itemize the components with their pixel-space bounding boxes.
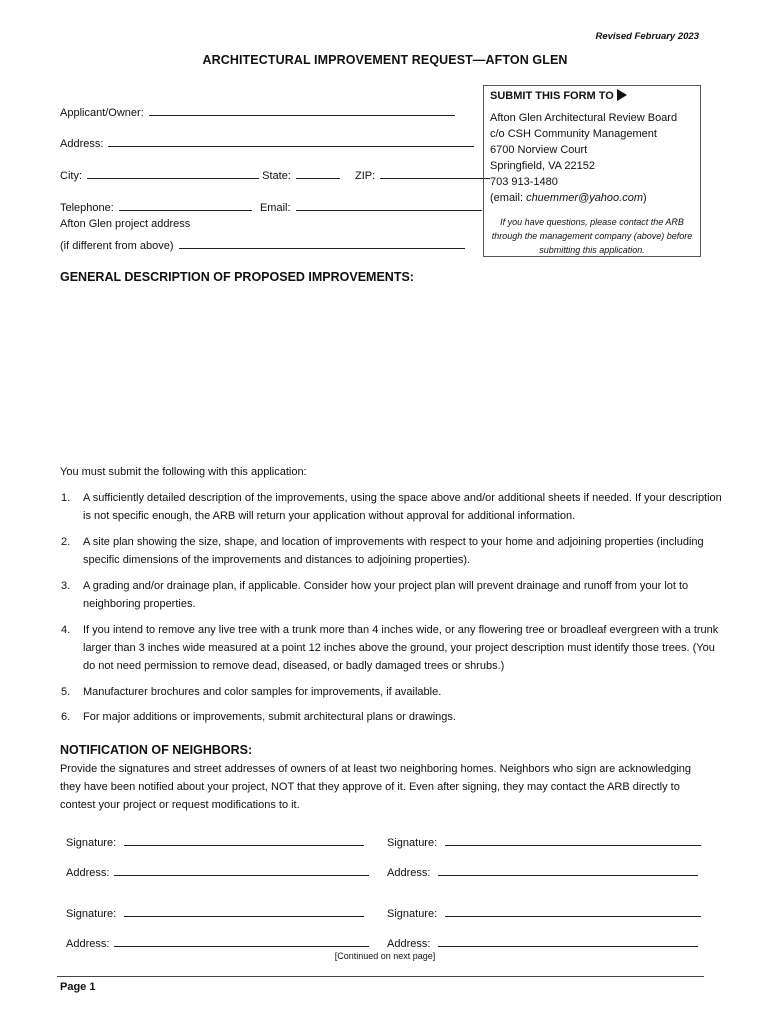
list-item xyxy=(61,577,723,613)
neighbor3-address-field[interactable] xyxy=(114,935,369,947)
address-label: Address: xyxy=(66,867,110,879)
arb-email[interactable]: chuemmer@yahoo.com xyxy=(526,192,643,204)
state-field[interactable] xyxy=(296,167,340,179)
neighbors-heading: NOTIFICATION OF NEIGHBORS: xyxy=(60,743,253,757)
arb-phone: 703 913-1480 xyxy=(490,176,558,188)
email-field[interactable] xyxy=(296,199,482,211)
telephone-label: Telephone: xyxy=(60,202,114,214)
list-number: 3. xyxy=(61,580,71,592)
if-different-label: (if different from above) xyxy=(60,240,174,252)
list-number: 1. xyxy=(61,492,71,504)
list-text: If you intend to remove any live tree with a trunk more than 4 inches wide, or any flowering tree or broadleaf evergreen with a trunk larger than 3 inches wide measured at a point 12 inches above the ground, your project description must identify those trees. (You do not need permission to remove dead, diseased, or badly damaged trees or shrubs.) xyxy=(83,624,719,672)
submit-heading xyxy=(490,89,694,102)
city-field[interactable] xyxy=(87,167,259,179)
neighbor1-address-row xyxy=(66,864,369,879)
email-label: Email: xyxy=(259,202,291,214)
project-address-row xyxy=(60,237,465,252)
list-item xyxy=(61,708,723,726)
list-item xyxy=(61,489,723,525)
arb-email-prefix: (email: xyxy=(490,192,527,204)
arb-email-suffix: ) xyxy=(643,192,647,204)
form-title: ARCHITECTURAL IMPROVEMENT REQUEST—AFTON GLEN xyxy=(202,53,568,67)
list-text: A sufficiently detailed description of the improvements, using the space above and/or additional sheets if needed. If your description is not specific enough, the ARB will return your application without approval for additional information. xyxy=(83,492,722,522)
list-text: A grading and/or drainage plan, if applicable. Consider how your project plan will prevent drainage and runoff from your lot to neighboring properties. xyxy=(83,580,689,610)
arrow-right-icon xyxy=(617,89,627,101)
city-label: City: xyxy=(60,170,82,182)
requirements-intro: You must submit the following with this application: xyxy=(60,466,307,478)
neighbor4-address-field[interactable] xyxy=(438,935,698,947)
neighbor1-address-field[interactable] xyxy=(114,864,369,876)
signature-label: Signature: xyxy=(66,908,117,920)
signature-label: Signature: xyxy=(387,908,438,920)
applicant-owner-field[interactable] xyxy=(149,104,455,116)
list-number: 6. xyxy=(61,711,71,723)
list-number: 5. xyxy=(61,686,71,698)
city-state-zip-row xyxy=(60,167,490,182)
arb-city: Springfield, VA 22152 xyxy=(490,160,595,172)
list-text: Manufacturer brochures and color samples for improvements, if available. xyxy=(83,686,442,698)
neighbor2-signature-field[interactable] xyxy=(445,834,701,846)
submit-info-box xyxy=(483,85,701,257)
list-text: A site plan showing the size, shape, and location of improvements with respect to your home and adjoining properties (including specific dimensions of the improvements and distances to adjoining properties). xyxy=(83,536,704,566)
list-item xyxy=(61,621,723,675)
address-field[interactable] xyxy=(108,135,474,147)
address-label: Address: xyxy=(387,867,431,879)
signature-label: Signature: xyxy=(387,837,438,849)
questions-note: If you have questions, please contact the ARB through the management company (above) before submitting this application. xyxy=(491,217,693,255)
arb-email-line xyxy=(490,190,694,206)
neighbor3-address-row xyxy=(66,935,369,950)
neighbor2-address-field[interactable] xyxy=(438,864,698,876)
footer-divider xyxy=(57,976,704,977)
submit-heading-text: SUBMIT THIS FORM TO xyxy=(490,90,614,102)
neighbor3-signature-row xyxy=(66,905,364,920)
description-heading: GENERAL DESCRIPTION OF PROPOSED IMPROVEMENTS: xyxy=(60,270,414,284)
arb-name: Afton Glen Architectural Review Board xyxy=(490,112,678,124)
address-label: Address: xyxy=(60,138,104,150)
list-number: 2. xyxy=(61,536,71,548)
address-label: Address: xyxy=(387,938,431,950)
page-number: Page 1 xyxy=(60,981,96,993)
zip-label: ZIP: xyxy=(355,170,376,182)
zip-field[interactable] xyxy=(380,167,490,179)
applicant-owner-row xyxy=(60,104,455,119)
telephone-email-row xyxy=(60,199,482,214)
address-label: Address: xyxy=(66,938,110,950)
arb-street: 6700 Norview Court xyxy=(490,144,588,156)
signature-label: Signature: xyxy=(66,837,117,849)
applicant-owner-label: Applicant/Owner: xyxy=(60,107,144,119)
list-number: 4. xyxy=(61,624,71,636)
continued-note: [Continued on next page] xyxy=(334,951,436,961)
list-item xyxy=(61,683,723,701)
description-area[interactable] xyxy=(60,290,704,450)
neighbor1-signature-field[interactable] xyxy=(124,834,364,846)
arb-care-of: c/o CSH Community Management xyxy=(490,128,657,140)
neighbor4-signature-row xyxy=(387,905,701,920)
list-item xyxy=(61,533,723,569)
state-label: State: xyxy=(262,170,291,182)
project-address-field[interactable] xyxy=(179,237,465,249)
neighbor3-signature-field[interactable] xyxy=(124,905,364,917)
arb-contact xyxy=(490,110,694,206)
telephone-field[interactable] xyxy=(119,199,252,211)
neighbor2-signature-row xyxy=(387,834,701,849)
neighbor1-signature-row xyxy=(66,834,364,849)
list-text: For major additions or improvements, submit architectural plans or drawings. xyxy=(83,711,456,723)
revision-date: Revised February 2023 xyxy=(595,31,699,42)
neighbor2-address-row xyxy=(387,864,698,879)
neighbor4-address-row xyxy=(387,935,698,950)
project-address-label: Afton Glen project address xyxy=(60,218,191,230)
neighbor4-signature-field[interactable] xyxy=(445,905,701,917)
neighbors-instructions: Provide the signatures and street addresses of owners of at least two neighboring homes. Neighbors who sign are acknowledging they have been notified about your project, NOT that they approve of it. Even after signing, they may contact the ARB directly to contest your project or request modifications to it. xyxy=(60,763,692,811)
address-row xyxy=(60,135,474,150)
